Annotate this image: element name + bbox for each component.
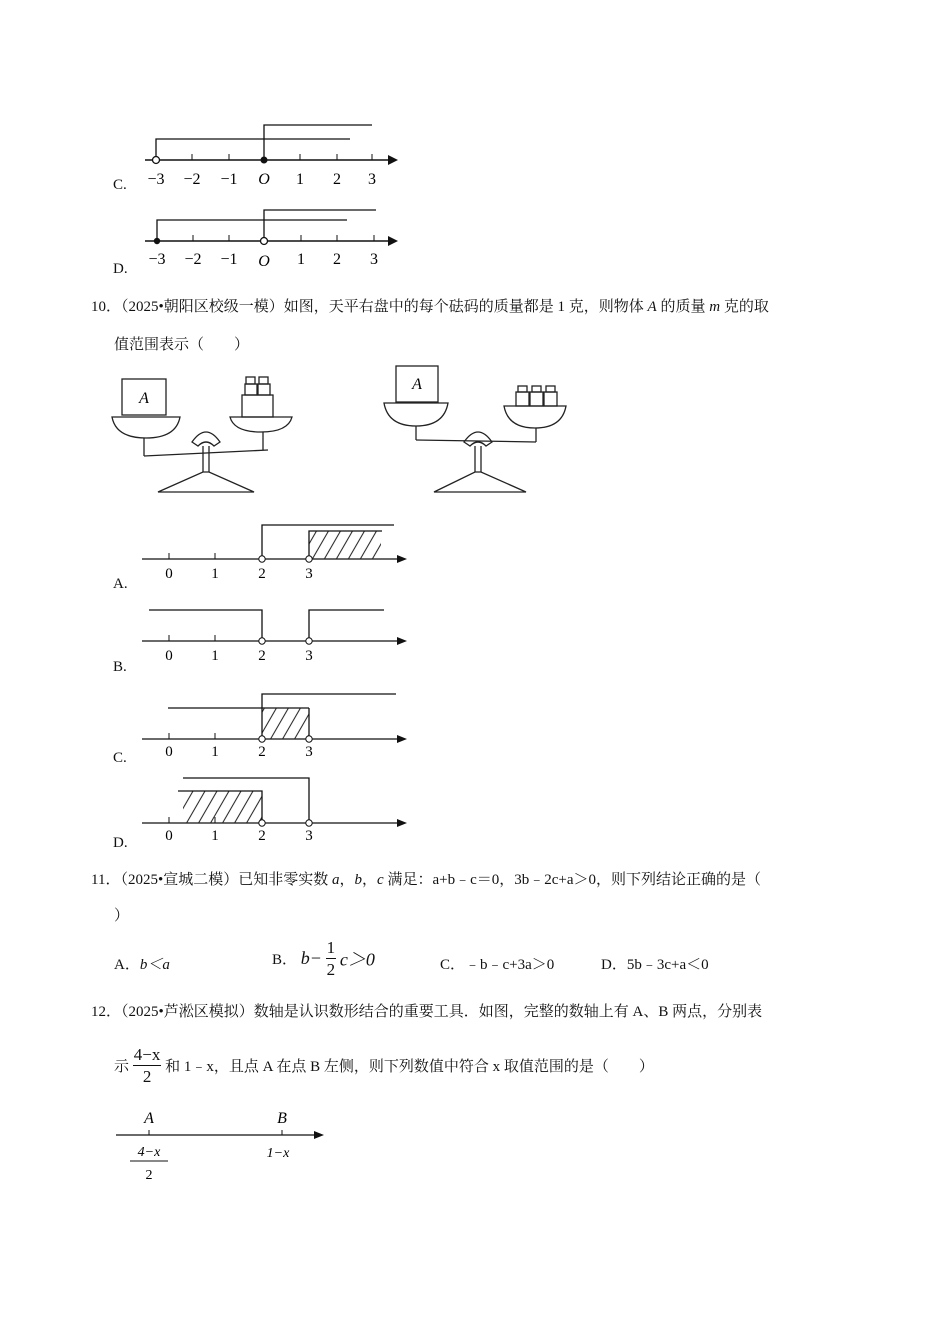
q10-option-b-label[interactable]: B. xyxy=(113,659,127,675)
weight-icon xyxy=(246,377,255,384)
question-number: 11． xyxy=(91,872,121,888)
q9d-tick-label: −3 xyxy=(148,251,166,268)
weight-icon xyxy=(245,384,257,395)
q10-option-a-label[interactable]: A. xyxy=(113,576,128,592)
q9c-tick-label: O xyxy=(258,171,270,188)
point-b-label: B xyxy=(277,1110,287,1127)
q11-option-b[interactable]: B． b− $\frac{1}{2}$ c＞0 xyxy=(272,938,375,979)
weight-icon xyxy=(259,377,268,384)
q9d-tick-label: 1 xyxy=(297,251,305,268)
weight-icon xyxy=(544,392,557,406)
svg-text:2: 2 xyxy=(258,828,266,842)
q9c-tick-label: −3 xyxy=(147,171,165,188)
question-source: （2025•芦淞区模拟） xyxy=(121,1004,254,1020)
q9d-tick-label: O xyxy=(258,253,270,270)
svg-text:3: 3 xyxy=(305,648,313,664)
question-source: （2025•朝阳区校级一模） xyxy=(121,299,284,315)
q12-stem-line1: 12．（2025•芦淞区模拟）数轴是认识数形结合的重要工具．如图，完整的数轴上有 A、B 两点，分别表 xyxy=(91,1004,763,1020)
fraction-4-minus-x-over-2: $\frac{4-x}{2}$ xyxy=(133,1045,161,1086)
q10-number-line-b xyxy=(138,602,413,667)
q12-stem-line2: 示 $\frac{4-x}{2}$ 和 1﹣x，且点 A 在点 B 左侧，则下列数值中符合 x 取值范围的是（ ） xyxy=(114,1045,654,1086)
svg-text:3: 3 xyxy=(305,566,313,582)
q11-stem-line2: ） xyxy=(114,908,130,924)
q10-option-d-label[interactable]: D. xyxy=(113,835,128,851)
object-a-label: A xyxy=(139,390,149,407)
q9d-tick-label: 3 xyxy=(370,251,378,268)
q9c-tick-label: 2 xyxy=(333,171,341,188)
weight-icon xyxy=(530,392,543,406)
q9-option-d-label[interactable]: D. xyxy=(113,261,128,277)
q10-option-c-label[interactable]: C. xyxy=(113,750,127,766)
svg-text:0: 0 xyxy=(165,828,173,842)
q9c-tick-label: −1 xyxy=(220,171,238,188)
svg-text:2: 2 xyxy=(258,566,266,582)
q12-number-line xyxy=(112,1104,332,1189)
q10-stem-line1: 10．（2025•朝阳区校级一模）如图，天平右盘中的每个砝码的质量都是 1 克，则物体 A 的质量 m 克的取 xyxy=(91,299,769,315)
weight-icon xyxy=(546,386,555,392)
q10-number-line-c xyxy=(138,688,413,756)
weight-icon xyxy=(532,386,541,392)
balance-scales-figure xyxy=(108,362,573,497)
q9c-tick-label: 3 xyxy=(368,171,376,188)
svg-text:1: 1 xyxy=(211,744,219,756)
q11-option-c[interactable]: C．﹣b﹣c+3a＞0 xyxy=(440,957,555,973)
object-a-label: A xyxy=(412,376,422,393)
point-a-value-den: 2 xyxy=(145,1168,153,1183)
q11-option-a[interactable]: A．b＜a xyxy=(114,957,170,973)
q9-number-line-d xyxy=(140,200,410,272)
q10-number-line-d xyxy=(138,772,413,842)
point-a-label: A xyxy=(144,1110,154,1127)
svg-text:2: 2 xyxy=(258,744,266,756)
q10-number-line-a xyxy=(138,518,413,583)
q9d-tick-label: −2 xyxy=(184,251,202,268)
q9d-tick-label: −1 xyxy=(220,251,238,268)
weight-icon xyxy=(258,384,270,395)
svg-text:1: 1 xyxy=(211,828,219,842)
svg-text:3: 3 xyxy=(305,744,313,756)
q11-stem-line1: 11．（2025•宣城二模）已知非零实数 a，b，c 满足：a+b﹣c＝0，3b﹣2c+a＞0，则下列结论正确的是（ xyxy=(91,872,762,888)
question-number: 12． xyxy=(91,1004,122,1020)
q11-option-d[interactable]: D．5b﹣3c+a＜0 xyxy=(601,957,709,973)
svg-text:1: 1 xyxy=(211,648,219,664)
svg-text:0: 0 xyxy=(165,744,173,756)
svg-text:1: 1 xyxy=(211,566,219,582)
q9-number-line-c xyxy=(140,118,410,190)
q10-stem-line2: 值范围表示（ ） xyxy=(114,337,250,353)
q9d-tick-label: 2 xyxy=(333,251,341,268)
svg-text:0: 0 xyxy=(165,566,173,582)
svg-text:3: 3 xyxy=(305,828,313,842)
fraction-one-half: $\frac{1}{2}$ xyxy=(326,938,336,979)
svg-text:2: 2 xyxy=(258,648,266,664)
question-number: 10． xyxy=(91,299,122,315)
q9-option-c-label[interactable]: C. xyxy=(113,177,127,193)
q9c-tick-label: −2 xyxy=(183,171,201,188)
svg-text:0: 0 xyxy=(165,648,173,664)
point-a-value-num: 4−x xyxy=(137,1145,161,1160)
question-source: （2025•宣城二模） xyxy=(120,872,239,888)
weight-icon xyxy=(516,392,529,406)
weight-icon xyxy=(518,386,527,392)
q9c-tick-label: 1 xyxy=(296,171,304,188)
point-b-value: 1−x xyxy=(266,1146,290,1161)
